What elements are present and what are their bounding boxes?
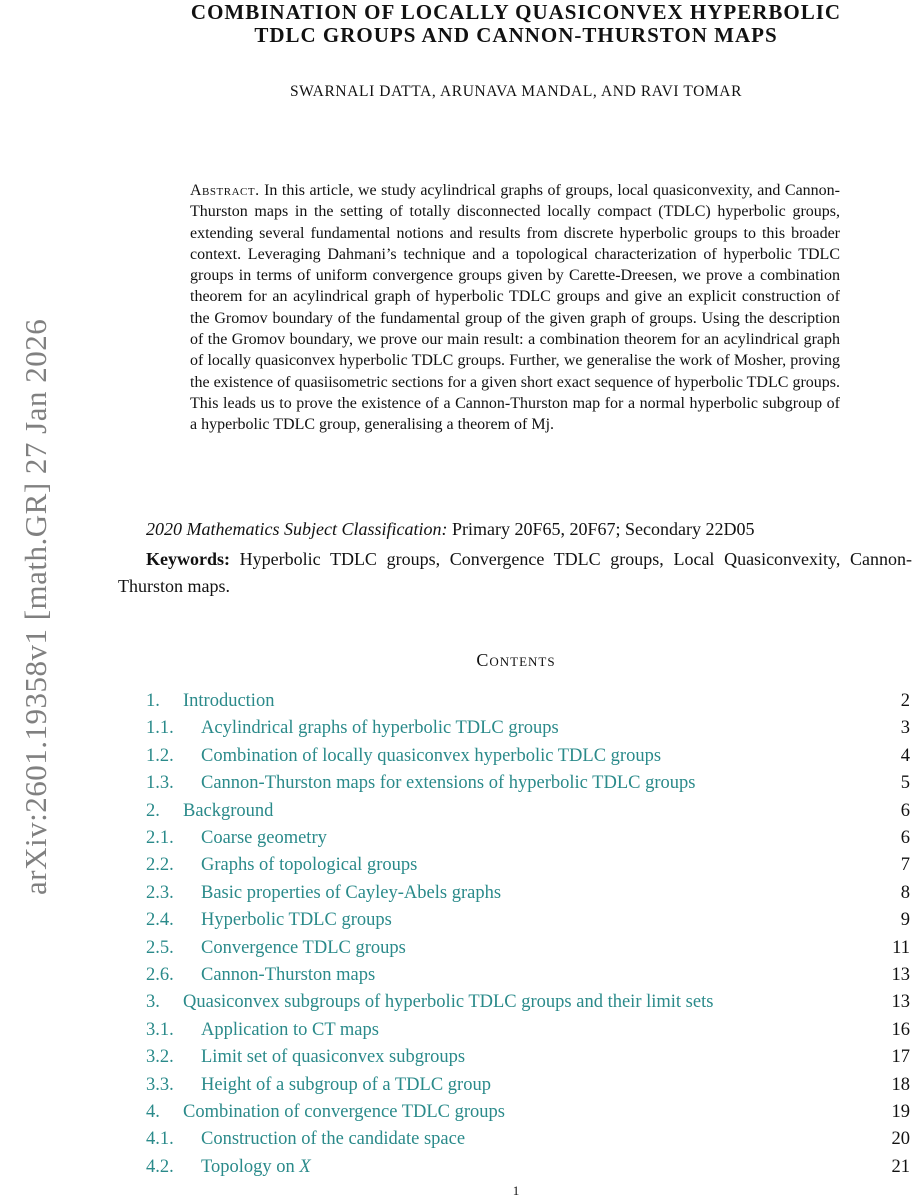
toc-entry[interactable] [146, 798, 910, 826]
keywords-label: Keywords: [146, 549, 230, 569]
toc-entry-page: 3 [900, 718, 910, 739]
toc-entry[interactable] [146, 880, 910, 908]
abstract-label: Abstract. [190, 182, 260, 199]
toc-entry[interactable] [146, 935, 910, 963]
toc-entry[interactable] [146, 1044, 910, 1072]
toc-entry[interactable] [146, 1154, 910, 1182]
toc-entry-title[interactable]: Limit set of quasiconvex subgroups [201, 1047, 466, 1068]
toc-entry-number[interactable]: 4.1. [146, 1129, 174, 1150]
toc-entry-number[interactable]: 2.2. [146, 855, 174, 876]
author-list: SWARNALI DATTA, ARUNAVA MANDAL, AND RAVI TOMAR [289, 83, 743, 100]
paper-title-line-2: TDLC GROUPS AND CANNON-THURSTON MAPS [254, 23, 778, 47]
toc-entry[interactable] [146, 989, 910, 1017]
msc-classification [146, 519, 912, 540]
toc-entry-page: 18 [891, 1074, 910, 1095]
toc-entry[interactable] [146, 1099, 910, 1127]
toc-entry[interactable] [146, 907, 910, 935]
toc-entry[interactable] [146, 715, 910, 743]
toc-entry-number[interactable]: 2.3. [146, 882, 174, 903]
toc-entry-number[interactable]: 3.3. [146, 1074, 174, 1095]
arxiv-identifier[interactable]: arXiv:2601.19358v1 [math.GR] 27 Jan 2026 [18, 318, 53, 895]
toc-entry-title[interactable]: Quasiconvex subgroups of hyperbolic TDLC groups and their limit sets [183, 992, 714, 1013]
toc-entry-title[interactable]: Hyperbolic TDLC groups [201, 910, 392, 931]
toc-entry-title[interactable]: Topology on [201, 1156, 295, 1177]
msc-label: 2020 Mathematics Subject Classification: [146, 519, 448, 539]
toc-entry-number[interactable]: 2. [146, 800, 160, 821]
toc-entry-number[interactable]: 1.3. [146, 773, 174, 794]
toc-entry-page: 19 [891, 1102, 910, 1122]
contents-heading: Contents [476, 650, 556, 670]
page-number: 1 [512, 1183, 520, 1198]
toc-entry[interactable] [146, 825, 910, 853]
abstract [190, 180, 840, 436]
toc-entry-title[interactable]: Combination of convergence TDLC groups [183, 1102, 505, 1122]
toc-entry-number[interactable]: 3.1. [146, 1019, 174, 1040]
toc-entry-number[interactable]: 2.6. [146, 965, 174, 985]
toc-entry[interactable] [146, 688, 910, 716]
paper-title-line-1: COMBINATION OF LOCALLY QUASICONVEX HYPERBOLIC [190, 0, 842, 24]
toc-entry-title[interactable]: Basic properties of Cayley-Abels graphs [201, 882, 502, 903]
toc-entry-page: 2 [900, 691, 910, 711]
toc-entry-title[interactable]: Background [183, 800, 274, 821]
toc-entry-page: 5 [900, 773, 910, 794]
toc-entry-title[interactable]: Height of a subgroup of a TDLC group [201, 1074, 491, 1095]
toc-entry-page: 16 [891, 1019, 910, 1040]
toc-entry-page: 17 [891, 1047, 910, 1068]
toc-entry[interactable] [146, 962, 910, 990]
toc-entry-page: 21 [891, 1156, 910, 1177]
toc-entry-number[interactable]: 1.1. [146, 718, 174, 739]
toc-entry-page: 20 [891, 1129, 910, 1150]
toc-entry-page: 13 [891, 965, 910, 985]
toc-entry-page: 9 [900, 910, 910, 931]
toc-entry-title[interactable]: Graphs of topological groups [201, 855, 418, 876]
toc-entry-number[interactable]: 1.2. [146, 745, 174, 766]
toc-entry-number[interactable]: 1. [146, 691, 160, 711]
toc-entry-title[interactable]: Construction of the candidate space [201, 1129, 466, 1150]
toc-entry-number[interactable]: 2.1. [146, 828, 174, 848]
toc-entry-page: 6 [900, 828, 910, 848]
toc-entry[interactable] [146, 1017, 910, 1045]
toc-entry-title[interactable]: Introduction [183, 691, 275, 711]
toc-entry-title[interactable]: Convergence TDLC groups [201, 937, 406, 958]
toc-entry-page: 4 [900, 745, 910, 766]
keywords-value: Hyperbolic TDLC groups, Convergence TDLC groups, Local Quasiconvexity, Cannon-Thurston maps. [118, 549, 912, 596]
keywords [118, 546, 912, 600]
toc-entry-number[interactable]: 2.4. [146, 910, 174, 931]
toc-entry-title[interactable]: Combination of locally quasiconvex hyperbolic TDLC groups [201, 745, 662, 766]
toc-entry-page: 13 [891, 992, 910, 1013]
toc-entry-number[interactable]: 4.2. [146, 1156, 174, 1177]
toc-entry-page: 11 [892, 937, 910, 958]
toc-entry-number[interactable]: 4. [146, 1102, 160, 1122]
msc-value: Primary 20F65, 20F67; Secondary 22D05 [451, 519, 755, 539]
toc-entry-title[interactable]: Coarse geometry [201, 828, 327, 848]
toc-entry-number[interactable]: 3.2. [146, 1047, 174, 1068]
toc-entry-number[interactable]: 2.5. [146, 937, 174, 958]
toc-entry[interactable] [146, 743, 910, 771]
toc-entry-math-symbol[interactable]: X [299, 1156, 311, 1177]
toc-entry[interactable] [146, 1072, 910, 1100]
abstract-text: In this article, we study acylindrical graphs of groups, local quasiconvexity, and Cannon-Thurston maps in the setting of totally disconnected locally compact (TDLC) hyperbolic groups, extending several fundamental notions and results from discrete hyperbolic groups to this broader context. Leveraging Dahmani’s technique and a topological characterization of hyperbolic TDLC groups in terms of uniform convergence groups given by Carette-Dreesen, we prove a combination theorem for an acylindrical graph of hyperbolic TDLC groups and give an explicit construction of the Gromov boundary of the fundamental group of the given graph of groups. Using the description of the Gromov boundary, we prove our main result: a combination theorem for an acylindrical graph of locally quasiconvex hyperbolic TDLC groups. Further, we generalise the work of Mosher, proving the existence of quasiisometric sections for a given short exact sequence of hyperbolic TDLC groups. This leads us to prove the existence of a Cannon-Thurston map for a normal hyperbolic subgroup of a hyperbolic TDLC group, generalising a theorem of Mj. [190, 182, 840, 434]
toc-entry[interactable] [146, 770, 910, 798]
toc-entry-page: 7 [900, 855, 910, 876]
toc-entry[interactable] [146, 1126, 910, 1154]
toc-entry-page: 8 [900, 882, 910, 903]
toc-entry-title[interactable]: Acylindrical graphs of hyperbolic TDLC groups [201, 718, 559, 739]
toc-entry-number[interactable]: 3. [146, 992, 160, 1013]
toc-entry-title[interactable]: Cannon-Thurston maps [201, 965, 376, 985]
toc-entry-title[interactable]: Cannon-Thurston maps for extensions of hyperbolic TDLC groups [201, 773, 696, 794]
toc-entry[interactable] [146, 852, 910, 880]
toc-entry-title[interactable]: Application to CT maps [201, 1019, 379, 1040]
toc-entry-page: 6 [900, 800, 910, 821]
